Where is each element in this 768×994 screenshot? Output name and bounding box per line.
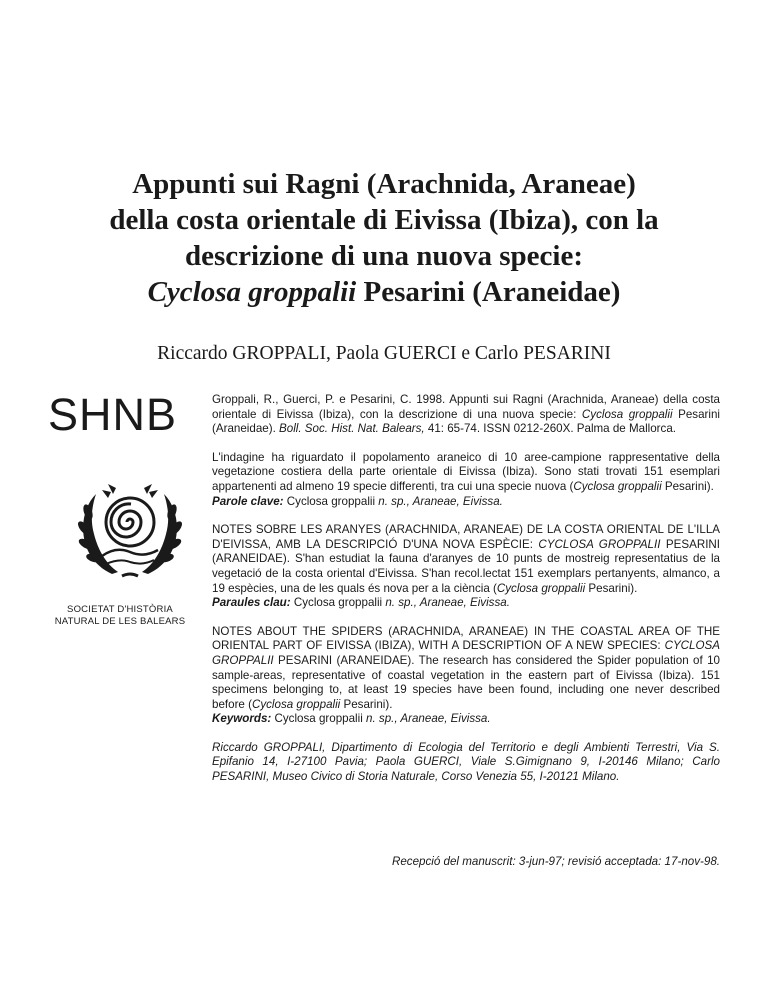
keywords-english-text: Cyclosa groppalii: [271, 712, 367, 726]
shell-wreath-emblem-icon: [72, 476, 188, 590]
abstract-english-species: Cyclosa groppalii: [251, 697, 341, 711]
shnb-logo: SHNB: [48, 389, 178, 440]
title-line-4-rest: Pesarini (Araneidae): [356, 276, 621, 308]
title-line-3: descrizione di una nuova specie:: [185, 240, 583, 272]
citation-text: Groppali, R., Guerci, P. e Pesarini, C. 1998. Appunti sui Ragni (Arachnida, Araneae) della costa orientale di Eivissa (Ibiza), con la descrizione di una nuova specie:: [212, 393, 720, 421]
abstract-italian: [212, 451, 720, 495]
keywords-italian-label: Parole clave:: [212, 494, 284, 508]
title-line-2: della costa orientale di Eivissa (Ibiza), con la: [109, 204, 659, 236]
title-line-4: [40, 274, 728, 310]
citation-journal: Boll. Soc. Hist. Nat. Balears,: [279, 422, 425, 436]
abstract-catalan-text-2: Pesarini).: [585, 581, 638, 595]
abstract-english-text: The research has considered the Spider population of 10 sample-areas, representative of coastal vegetation in the eastern part of Eivissa (Ibiza). 151 specimens belonging to, at least 19 species have been found, including one never described before (: [212, 653, 720, 711]
keywords-catalan: [212, 596, 720, 611]
society-name: [36, 604, 204, 628]
abstract-english-heading: NOTES ABOUT THE SPIDERS (ARACHNIDA, ARANEAE) IN THE COASTAL AREA OF THE ORIENTAL PART OF EIVISSA (IBIZA), WITH A DESCRIPTION OF A NEW SPECIES:: [212, 624, 720, 653]
keywords-italian-italic: n. sp., Araneae, Eivissa.: [378, 494, 503, 508]
citation-paragraph: [212, 393, 720, 437]
abstract-italian-text-2: Pesarini).: [661, 479, 714, 493]
abstract-catalan-heading-rest: PESARINI (ARANEIDAE).: [212, 537, 721, 566]
article-title: [40, 166, 728, 310]
abstract-catalan-text: S'han estudiat la fauna d'aranyes de 10 punts de mostreig representatius de la vegetació de la costa oriental d'Eivissa. S'han recol.lectat 151 exemplars pertanyents, almanco, a 19 espècies, una de les quals és nova per a la ciència (: [212, 552, 720, 595]
citation-text-2: Pesarini (Araneidae).: [212, 407, 720, 436]
abstract-catalan-heading: NOTES SOBRE LES ARANYES (ARACHNIDA, ARANEAE) DE LA COSTA ORIENTAL DE L'ILLA D'EIVISSA, AMB LA DESCRIPCIÓ D'UNA NOVA ESPÈCIE:: [212, 523, 720, 551]
title-species-name: Cyclosa groppalii: [147, 276, 357, 308]
abstract-italian-text: L'indagine ha riguardato il popolamento araneico di 10 aree-campione rappresentative della vegetazione costiera della parte orientale di Eivissa (Ibiza). Sono stati trovati 151 esemplari appartenenti ad almeno 19 specie differenti, tra cui una specie nuova (: [212, 450, 720, 493]
keywords-catalan-text: Cyclosa groppalii: [290, 596, 386, 610]
authors-line: Riccardo GROPPALI, Paola GUERCI e Carlo PESARINI: [157, 343, 611, 364]
citation-species: Cyclosa groppalii: [581, 407, 673, 421]
society-name-line-2: NATURAL DE LES BALEARS: [54, 616, 186, 627]
abstract-catalan-species: Cyclosa groppalii: [496, 581, 586, 595]
keywords-english-label: Keywords:: [212, 712, 272, 726]
abstract-english-heading-rest: PESARINI (ARANEIDAE).: [273, 653, 415, 667]
abstract-english-text-2: Pesarini).: [340, 697, 393, 711]
keywords-italian: [212, 495, 720, 510]
keywords-italian-text: Cyclosa groppalii: [283, 494, 379, 508]
keywords-catalan-italic: n. sp., Araneae, Eivissa.: [385, 596, 510, 610]
author-affiliations: Riccardo GROPPALI, Dipartimento di Ecologia del Territorio e degli Ambienti Terrestri, Via S. Epifanio 14, I-27100 Pavia; Paola GUERCI, Viale S.Gimignano 9, I-20146 Milano; Carlo PESARINI, Museo Civico di Storia Naturale, Corso Venezia 55, I-20121 Milano.: [212, 740, 720, 784]
keywords-english-italic: n. sp., Araneae, Eivissa.: [366, 712, 491, 726]
abstract-english: [212, 625, 720, 713]
abstract-english-heading-species: CYCLOSA GROPPALII: [212, 639, 720, 667]
society-name-line-1: SOCIETAT D'HISTÒRIA: [67, 604, 173, 615]
abstract-italian-species: Cyclosa groppalii: [573, 479, 662, 493]
manuscript-dates: Recepció del manuscrit: 3-jun-97; revisió acceptada: 17-nov-98.: [391, 855, 720, 868]
abstract-column: [212, 393, 720, 785]
keywords-catalan-label: Paraules clau:: [212, 596, 291, 610]
title-line-1: Appunti sui Ragni (Arachnida, Araneae): [132, 168, 636, 200]
abstract-catalan-heading-species: CYCLOSA GROPPALII: [538, 537, 661, 551]
abstract-catalan: [212, 523, 720, 596]
keywords-english: [212, 712, 720, 727]
citation-text-3: 41: 65-74. ISSN 0212-260X. Palma de Mallorca.: [424, 422, 676, 436]
